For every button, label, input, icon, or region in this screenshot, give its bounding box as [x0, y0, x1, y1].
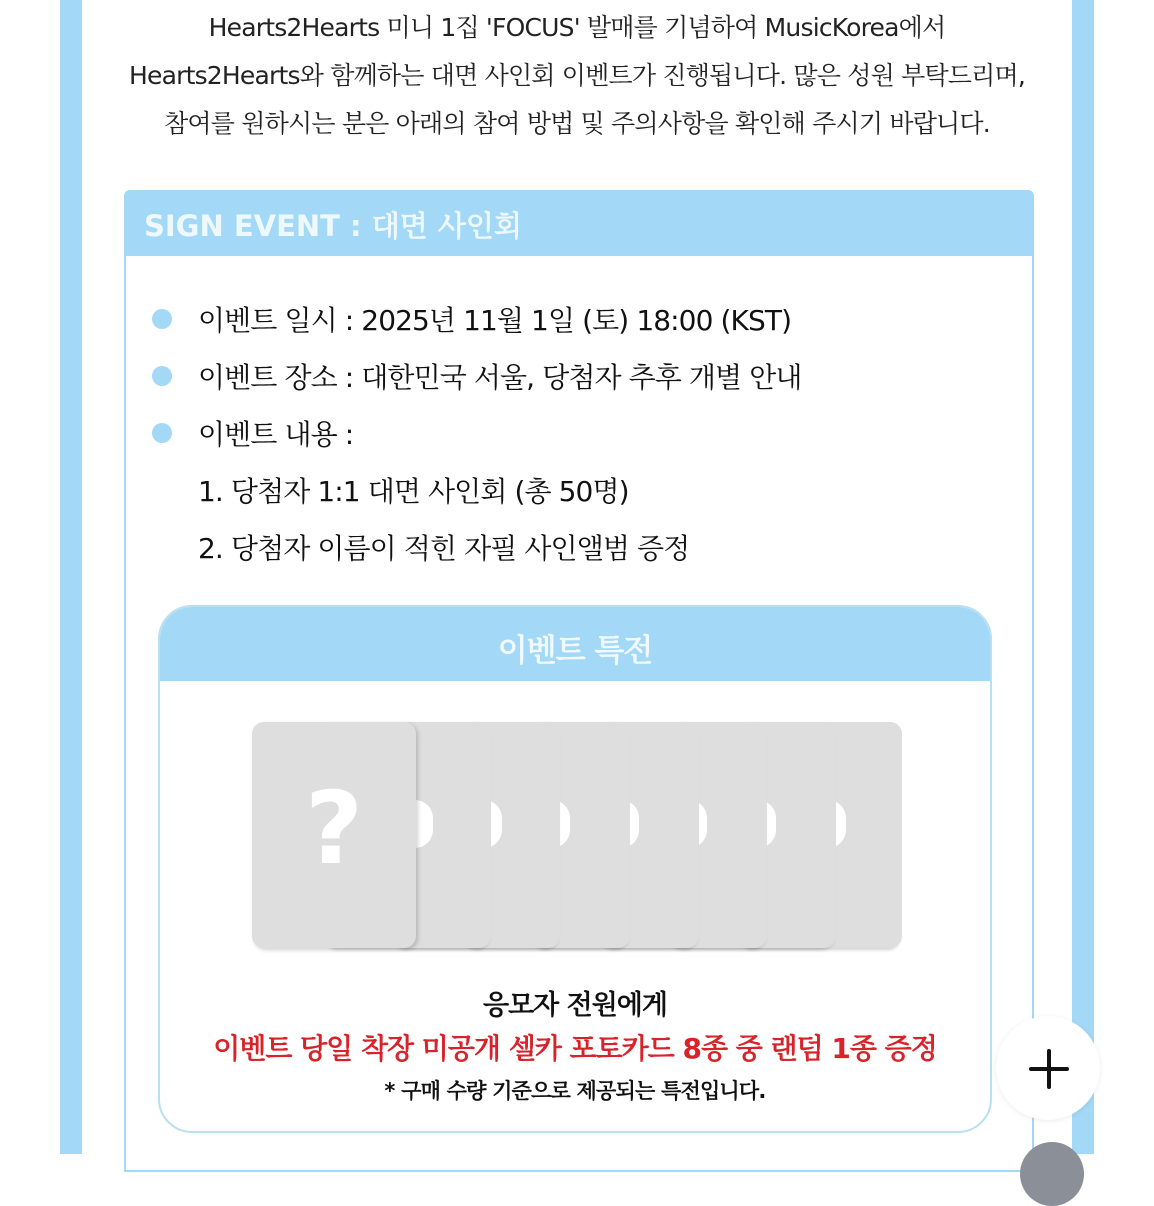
intro-line: Hearts2Hearts와 함께하는 대면 사인회 이벤트가 진행됩니다. 많은 성원 부탁드리며,: [129, 61, 1025, 90]
floating-add-button[interactable]: [996, 1016, 1100, 1120]
benefit-title: 이벤트 특전: [497, 633, 653, 669]
benefit-description: 이벤트 당일 착장 미공개 셀카 포토카드 8종 중 랜덤 1종 증정: [213, 1032, 937, 1065]
photocard-front: [252, 722, 416, 948]
info-item-content: [150, 404, 802, 461]
plus-icon-vertical: [1047, 1049, 1051, 1089]
card-notch: [415, 800, 433, 848]
event-benefit-panel: [158, 605, 992, 1133]
sign-event-title: SIGN EVENT : 대면 사인회: [144, 209, 522, 243]
info-item-datetime: [150, 290, 802, 347]
avatar[interactable]: [1020, 1142, 1084, 1206]
photocard-stack-image: [252, 722, 902, 954]
sign-event-panel: [124, 190, 1034, 1172]
left-border-stripe: [60, 0, 82, 1154]
bullet-dot-icon: [152, 423, 172, 443]
info-item-label: 이벤트 내용 :: [198, 417, 354, 451]
intro-line: 참여를 원하시는 분은 아래의 참여 방법 및 주의사항을 확인해 주시기 바랍니다.: [164, 109, 990, 138]
content-sub-item: 1. 당첨자 1:1 대면 사인회 (총 50명): [198, 474, 629, 508]
sign-event-header: [124, 190, 1034, 256]
right-border-stripe: [1072, 0, 1094, 1154]
intro-text: [82, 4, 1072, 148]
bullet-dot-icon: [152, 309, 172, 329]
benefit-note: * 구매 수량 기준으로 제공되는 특전입니다.: [384, 1079, 766, 1103]
benefit-target: 응모자 전원에게: [483, 990, 667, 1021]
info-item-label: 이벤트 장소 : 대한민국 서울, 당첨자 추후 개별 안내: [198, 360, 802, 394]
intro-line: Hearts2Hearts 미니 1집 'FOCUS' 발매를 기념하여 MusicKorea에서: [208, 13, 946, 42]
question-mark-icon: ?: [304, 770, 363, 887]
content-sub-item: 2. 당첨자 이름이 적힌 자필 사인앨범 증정: [198, 531, 690, 565]
info-item-location: [150, 347, 802, 404]
event-info-list: [150, 290, 802, 575]
info-item-label: 이벤트 일시 : 2025년 11월 1일 (토) 18:00 (KST): [198, 303, 792, 337]
benefit-header: [160, 607, 990, 681]
bullet-dot-icon: [152, 366, 172, 386]
